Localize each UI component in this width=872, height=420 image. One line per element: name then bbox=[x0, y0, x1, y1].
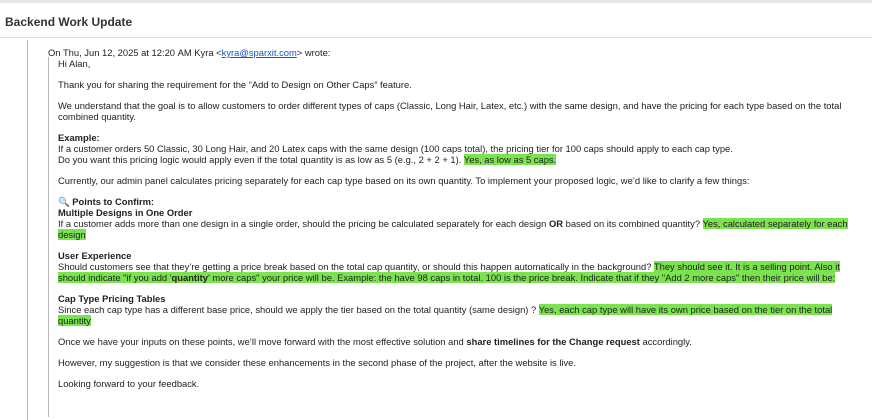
user-experience-text: Should customers see that they’re getting a price break based on the total cap quantity, or should this happen automatically in the background? bbox=[58, 261, 654, 272]
multiple-designs-text-2: based on its combined quantity? bbox=[563, 218, 703, 229]
multiple-designs-or: OR bbox=[548, 218, 563, 229]
attribution-prefix: On Thu, Jun 12, 2025 at 12:20 AM Kyra < bbox=[48, 47, 222, 58]
multiple-designs-heading: Multiple Designs in One Order bbox=[58, 207, 193, 218]
next-steps-text-2: accordingly. bbox=[639, 336, 692, 347]
user-experience-heading: User Experience bbox=[58, 250, 132, 261]
reply-highlight-3b: ' more caps" your price will be. Example: the have 98 caps in total. 100 is the price break. Indicate that if they "Add 2 more caps" then their price will be: bbox=[208, 272, 836, 283]
next-steps-bold: share timelines for the Change request bbox=[466, 336, 640, 347]
cap-pricing-text: Since each cap type has a different base price, should we apply the tier based on the total quantity (same design) ? bbox=[58, 304, 539, 315]
points-heading: Points to Confirm: bbox=[72, 196, 155, 207]
paragraph-next-steps bbox=[58, 336, 864, 347]
example-block bbox=[58, 132, 864, 165]
section-cap-pricing bbox=[58, 293, 864, 326]
reply-highlight-3-quantity: quantity bbox=[171, 272, 208, 283]
reply-highlight-1: Yes, as low as 5 caps. bbox=[463, 154, 557, 165]
section-user-experience bbox=[58, 250, 864, 283]
paragraph-thanks: Thank you for sharing the requirement for the “Add to Design on Other Caps” feature. bbox=[58, 79, 412, 90]
reply-highlight-2: Yes, calculated separately for each design bbox=[58, 218, 848, 240]
subject-bar bbox=[0, 4, 872, 38]
attribution-suffix: > wrote: bbox=[296, 47, 331, 58]
example-line-2: Do you want this pricing logic would apply even if the total quantity is as low as 5 (e.g., 2 + 2 + 1). bbox=[58, 154, 462, 165]
section-multiple-designs bbox=[58, 196, 864, 240]
paragraph-goal: We understand that the goal is to allow customers to order different types of caps (Classic, Long Hair, Latex, etc.) with the same design, and have the pricing for each type based on the total combined quantity. bbox=[58, 100, 842, 122]
cap-pricing-heading: Cap Type Pricing Tables bbox=[58, 293, 166, 304]
sender-email-link[interactable]: kyra@sparxit.com bbox=[221, 47, 297, 58]
quoted-message-body bbox=[58, 58, 864, 399]
example-line-1: If a customer orders 50 Classic, 30 Long Hair, and 20 Latex caps with the same design (100 caps total), the pricing tier for 100 caps should apply to each cap type. bbox=[58, 143, 733, 154]
example-heading: Example: bbox=[58, 132, 100, 143]
reply-highlight-4: Yes, each cap type will have its own price based on the tier on the total quantity bbox=[58, 304, 833, 326]
next-steps-text-1: Once we have your inputs on these points, we’ll move forward with the most effective solution and bbox=[58, 336, 467, 347]
greeting: Hi Alan, bbox=[58, 58, 91, 69]
reply-highlight-3a: They should see it. It is a selling point. Also it should indicate "if you add ' bbox=[58, 261, 840, 283]
paragraph-closing: Looking forward to your feedback. bbox=[58, 378, 200, 389]
email-subject: Backend Work Update bbox=[5, 15, 133, 29]
multiple-designs-text: If a customer adds more than one design in a single order, should the pricing be calculated separately for each design bbox=[58, 218, 549, 229]
top-divider bbox=[0, 0, 872, 3]
magnifier-icon: 🔍 bbox=[58, 196, 70, 207]
paragraph-suggestion: However, my suggestion is that we consider these enhancements in the second phase of the project, after the website is live. bbox=[58, 357, 576, 368]
paragraph-current: Currently, our admin panel calculates pricing separately for each cap type based on its own quantity. To implement your proposed logic, we’d like to clarify a few things: bbox=[58, 175, 750, 186]
